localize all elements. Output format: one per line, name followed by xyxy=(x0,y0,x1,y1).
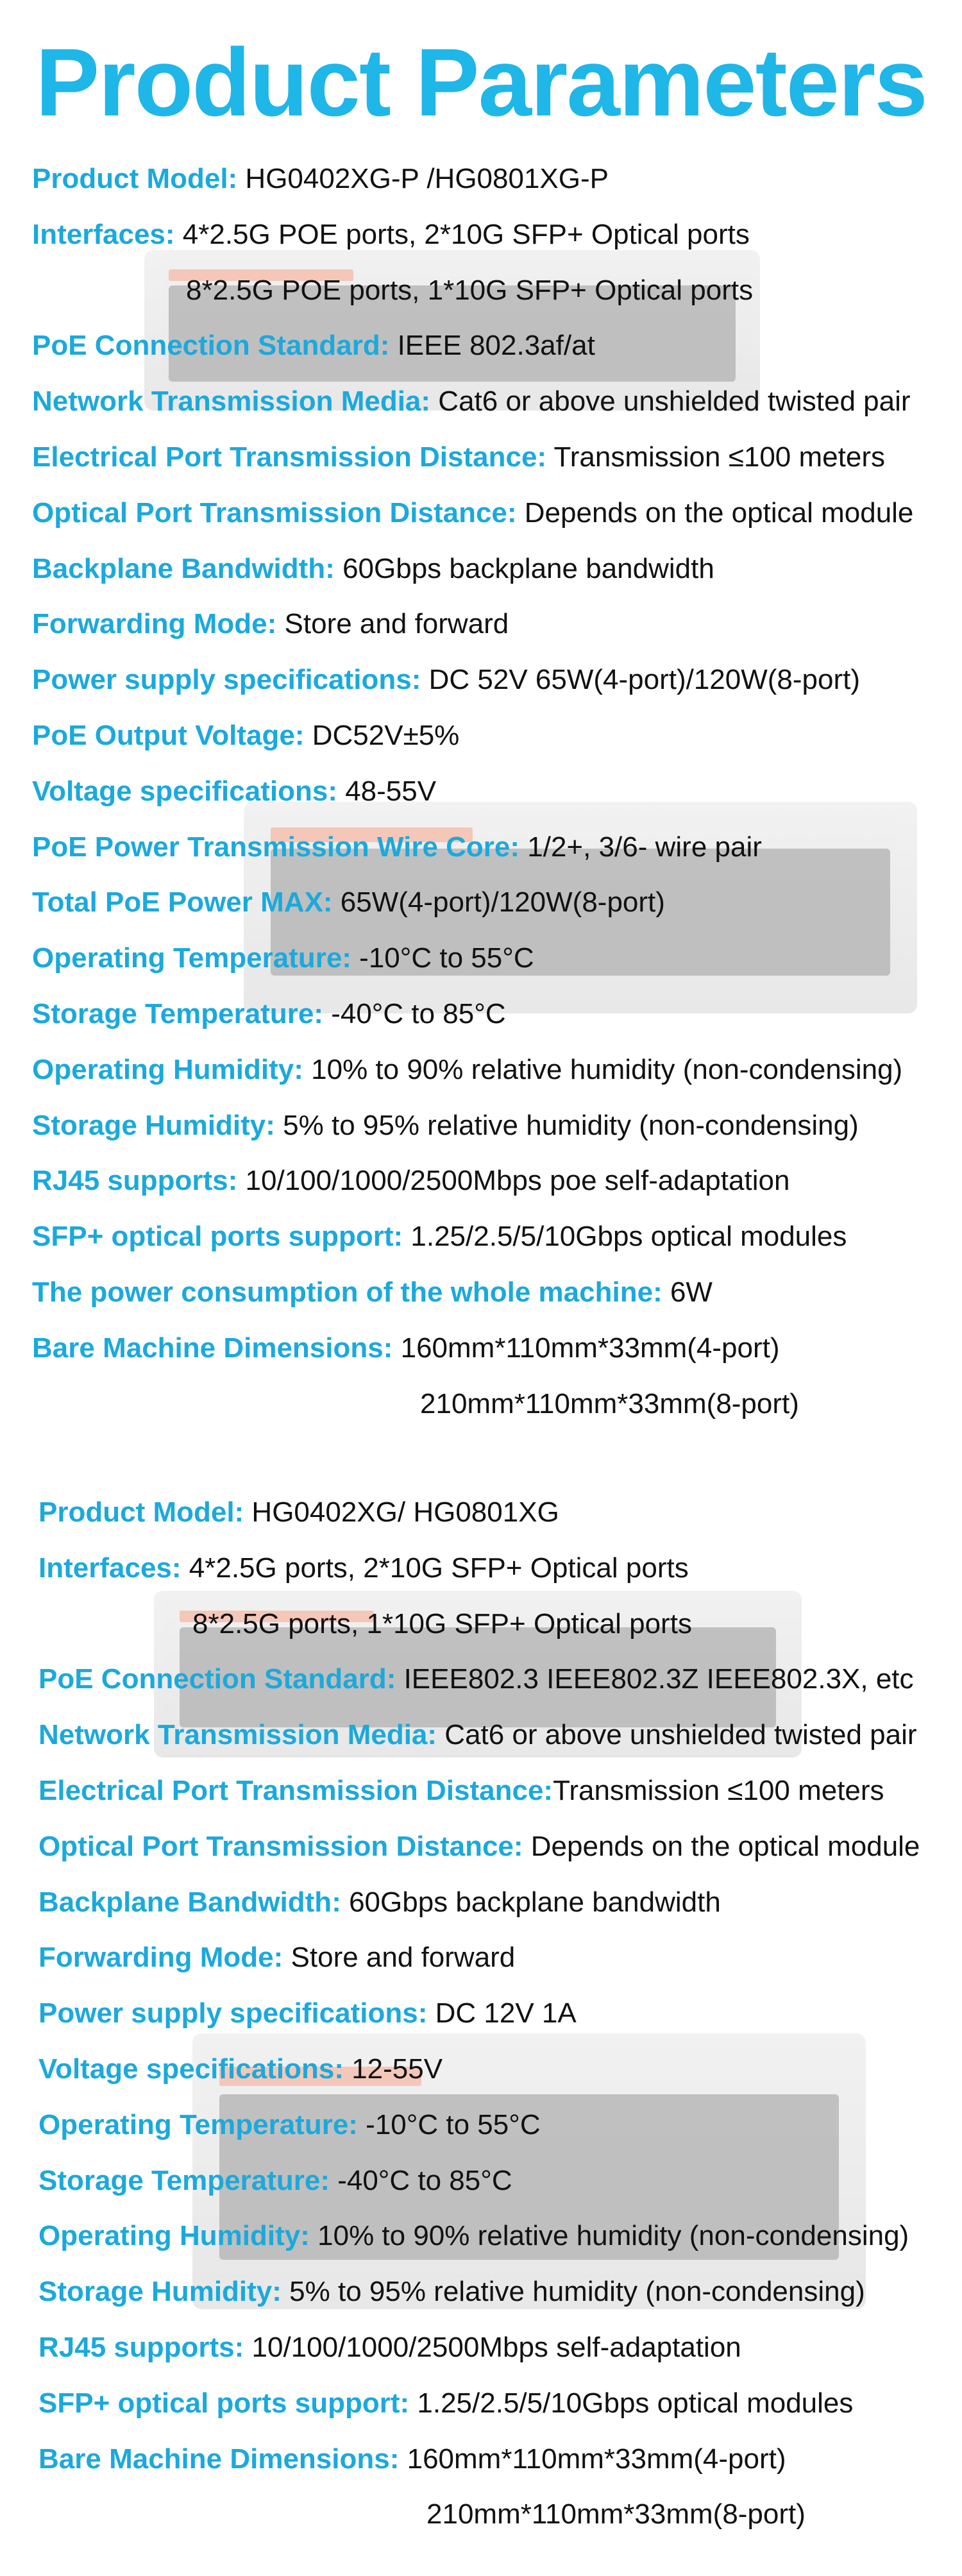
spec-value: 48-55V xyxy=(337,775,437,807)
spec-row xyxy=(0,207,962,263)
spec-row xyxy=(0,875,962,931)
spec-label: Optical Port Transmission Distance: xyxy=(32,496,517,529)
spec-label: Storage Temperature: xyxy=(32,997,323,1030)
spec-value: Depends on the optical module xyxy=(516,496,914,529)
spec-label: Operating Humidity: xyxy=(32,1053,303,1085)
spec-value: 65W(4-port)/120W(8-port) xyxy=(332,886,665,919)
spec-label: PoE Connection Standard: xyxy=(38,1663,396,1695)
spec-row xyxy=(0,1153,962,1209)
spec-label: SFP+ optical ports support: xyxy=(38,2387,410,2419)
spec-row xyxy=(0,1265,962,1321)
spec-label: Operating Humidity: xyxy=(38,2220,310,2252)
spec-label: SFP+ optical ports support: xyxy=(32,1221,403,1253)
spec-label: RJ45 supports: xyxy=(32,1165,238,1197)
spec-label: Operating Temperature: xyxy=(32,942,351,974)
spec-label: Power supply specifications: xyxy=(32,664,421,696)
spec-row xyxy=(0,2208,962,2264)
spec-value: 160mm*110mm*33mm(4-port) xyxy=(392,1332,780,1364)
spec-row xyxy=(0,764,962,820)
spec-value: -40°C to 85°C xyxy=(323,997,506,1030)
spec-value: 10/100/1000/2500Mbps poe self-adaptation xyxy=(237,1165,790,1197)
spec-value: 8*2.5G POE ports, 1*10G SFP+ Optical ports xyxy=(186,274,754,306)
spec-label: Network Transmission Media: xyxy=(38,1719,437,1751)
spec-label: Interfaces: xyxy=(38,1552,181,1584)
spec-value: DC 12V 1A xyxy=(427,1997,577,2029)
spec-value: Store and forward xyxy=(276,608,509,640)
spec-value: 8*2.5G ports, 1*10G SFP+ Optical ports xyxy=(192,1607,692,1640)
spec-row xyxy=(0,1930,962,1986)
spec-row xyxy=(0,1819,962,1875)
spec-row xyxy=(0,820,962,876)
spec-value: 4*2.5G ports, 2*10G SFP+ Optical ports xyxy=(181,1552,689,1584)
spec-value: Store and forward xyxy=(283,1942,516,1974)
spec-label: Bare Machine Dimensions: xyxy=(38,2443,400,2475)
spec-label: Voltage specifications: xyxy=(32,775,337,807)
spec-row xyxy=(0,931,962,987)
spec-value: 160mm*110mm*33mm(4-port) xyxy=(399,2443,786,2475)
spec-row xyxy=(0,1485,962,1541)
spec-label: Product Model: xyxy=(38,1496,244,1528)
spec-value: 10% to 90% relative humidity (non-condensing) xyxy=(303,1053,903,1085)
spec-row xyxy=(0,1209,962,1265)
spec-row xyxy=(0,1042,962,1098)
spec-row xyxy=(0,1707,962,1763)
spec-label: Optical Port Transmission Distance: xyxy=(38,1830,523,1862)
spec-value: HG0402XG/ HG0801XG xyxy=(244,1496,559,1528)
spec-label: Interfaces: xyxy=(32,218,175,250)
spec-row xyxy=(0,1098,962,1154)
spec-value: Transmission ≤100 meters xyxy=(546,441,885,473)
spec-value: 60Gbps backplane bandwidth xyxy=(334,552,714,584)
spec-row xyxy=(0,1541,962,1597)
spec-label: Product Model: xyxy=(32,163,238,194)
spec-label: Electrical Port Transmission Distance: xyxy=(38,1774,553,1806)
spec-value: Cat6 or above unshielded twisted pair xyxy=(430,386,911,418)
spec-value: 1.25/2.5/5/10Gbps optical modules xyxy=(403,1221,847,1253)
spec-label: Backplane Bandwidth: xyxy=(38,1886,341,1918)
spec-section-non-poe xyxy=(0,1485,962,2543)
spec-row xyxy=(0,2264,962,2320)
spec-value: Transmission ≤100 meters xyxy=(553,1774,884,1806)
spec-label: Operating Temperature: xyxy=(38,2108,358,2140)
spec-value: DC 52V 65W(4-port)/120W(8-port) xyxy=(421,664,861,696)
spec-value: -40°C to 85°C xyxy=(329,2164,512,2196)
spec-row xyxy=(0,708,962,764)
spec-label: Total PoE Power MAX: xyxy=(32,886,333,919)
spec-value: IEEE 802.3af/at xyxy=(389,330,595,362)
spec-row xyxy=(0,1377,962,1432)
spec-value: -10°C to 55°C xyxy=(357,2108,541,2140)
spec-label: PoE Power Transmission Wire Core: xyxy=(32,831,520,863)
spec-row xyxy=(0,2042,962,2097)
spec-label: Storage Humidity: xyxy=(38,2276,282,2308)
spec-value: Cat6 or above unshielded twisted pair xyxy=(437,1719,917,1751)
page-title: Product Parameters xyxy=(35,28,927,136)
spec-row xyxy=(0,2376,962,2432)
spec-row xyxy=(0,486,962,541)
spec-label: Forwarding Mode: xyxy=(38,1942,283,1974)
spec-value: 5% to 95% relative humidity (non-condensing) xyxy=(274,1109,859,1141)
spec-label: Bare Machine Dimensions: xyxy=(32,1332,393,1364)
spec-label: Backplane Bandwidth: xyxy=(32,552,335,584)
spec-label: Storage Temperature: xyxy=(38,2164,330,2196)
spec-label: The power consumption of the whole machine: xyxy=(32,1276,662,1308)
spec-label: Storage Humidity: xyxy=(32,1109,275,1141)
spec-row xyxy=(0,652,962,708)
spec-label: RJ45 supports: xyxy=(38,2331,244,2363)
spec-value: 12-55V xyxy=(343,2053,443,2085)
spec-value: 210mm*110mm*33mm(8-port) xyxy=(426,2498,806,2530)
spec-row xyxy=(0,318,962,374)
spec-row xyxy=(0,430,962,486)
spec-row xyxy=(0,597,962,652)
spec-value: 10% to 90% relative humidity (non-condensing) xyxy=(309,2220,909,2252)
spec-label: Electrical Port Transmission Distance: xyxy=(32,441,547,473)
spec-label: PoE Connection Standard: xyxy=(32,330,390,362)
spec-value: 5% to 95% relative humidity (non-condensing) xyxy=(281,2276,865,2308)
spec-value: 4*2.5G POE ports, 2*10G SFP+ Optical ports xyxy=(174,218,750,250)
spec-value: 10/100/1000/2500Mbps self-adaptation xyxy=(244,2331,741,2363)
spec-section-poe xyxy=(0,151,962,1432)
spec-row xyxy=(0,1986,962,2042)
spec-value: 60Gbps backplane bandwidth xyxy=(341,1886,721,1918)
spec-label: Forwarding Mode: xyxy=(32,608,277,640)
spec-value: 210mm*110mm*33mm(8-port) xyxy=(420,1387,799,1419)
spec-label: Power supply specifications: xyxy=(38,1997,428,2029)
spec-row xyxy=(0,2487,962,2543)
spec-row xyxy=(0,1597,962,1652)
spec-value: 1.25/2.5/5/10Gbps optical modules xyxy=(409,2387,854,2419)
spec-row xyxy=(0,2432,962,2487)
spec-row xyxy=(0,2320,962,2376)
spec-value: DC52V±5% xyxy=(304,719,460,751)
spec-row xyxy=(0,374,962,430)
spec-row xyxy=(0,151,962,207)
spec-row xyxy=(0,2153,962,2209)
spec-row xyxy=(0,987,962,1042)
spec-row xyxy=(0,1875,962,1931)
spec-value: -10°C to 55°C xyxy=(351,942,534,974)
spec-row xyxy=(0,1763,962,1819)
spec-value: 1/2+, 3/6- wire pair xyxy=(519,831,762,863)
spec-label: Voltage specifications: xyxy=(38,2053,344,2085)
spec-row xyxy=(0,2097,962,2153)
spec-row xyxy=(0,1321,962,1377)
spec-row xyxy=(0,1652,962,1707)
spec-value: 6W xyxy=(662,1276,713,1308)
spec-value: Depends on the optical module xyxy=(523,1830,920,1862)
spec-row xyxy=(0,541,962,597)
spec-label: Network Transmission Media: xyxy=(32,386,431,418)
spec-label: PoE Output Voltage: xyxy=(32,719,305,751)
spec-value: HG0402XG-P /HG0801XG-P xyxy=(237,163,609,194)
spec-value: IEEE802.3 IEEE802.3Z IEEE802.3X, etc xyxy=(396,1663,914,1695)
spec-row xyxy=(0,263,962,319)
